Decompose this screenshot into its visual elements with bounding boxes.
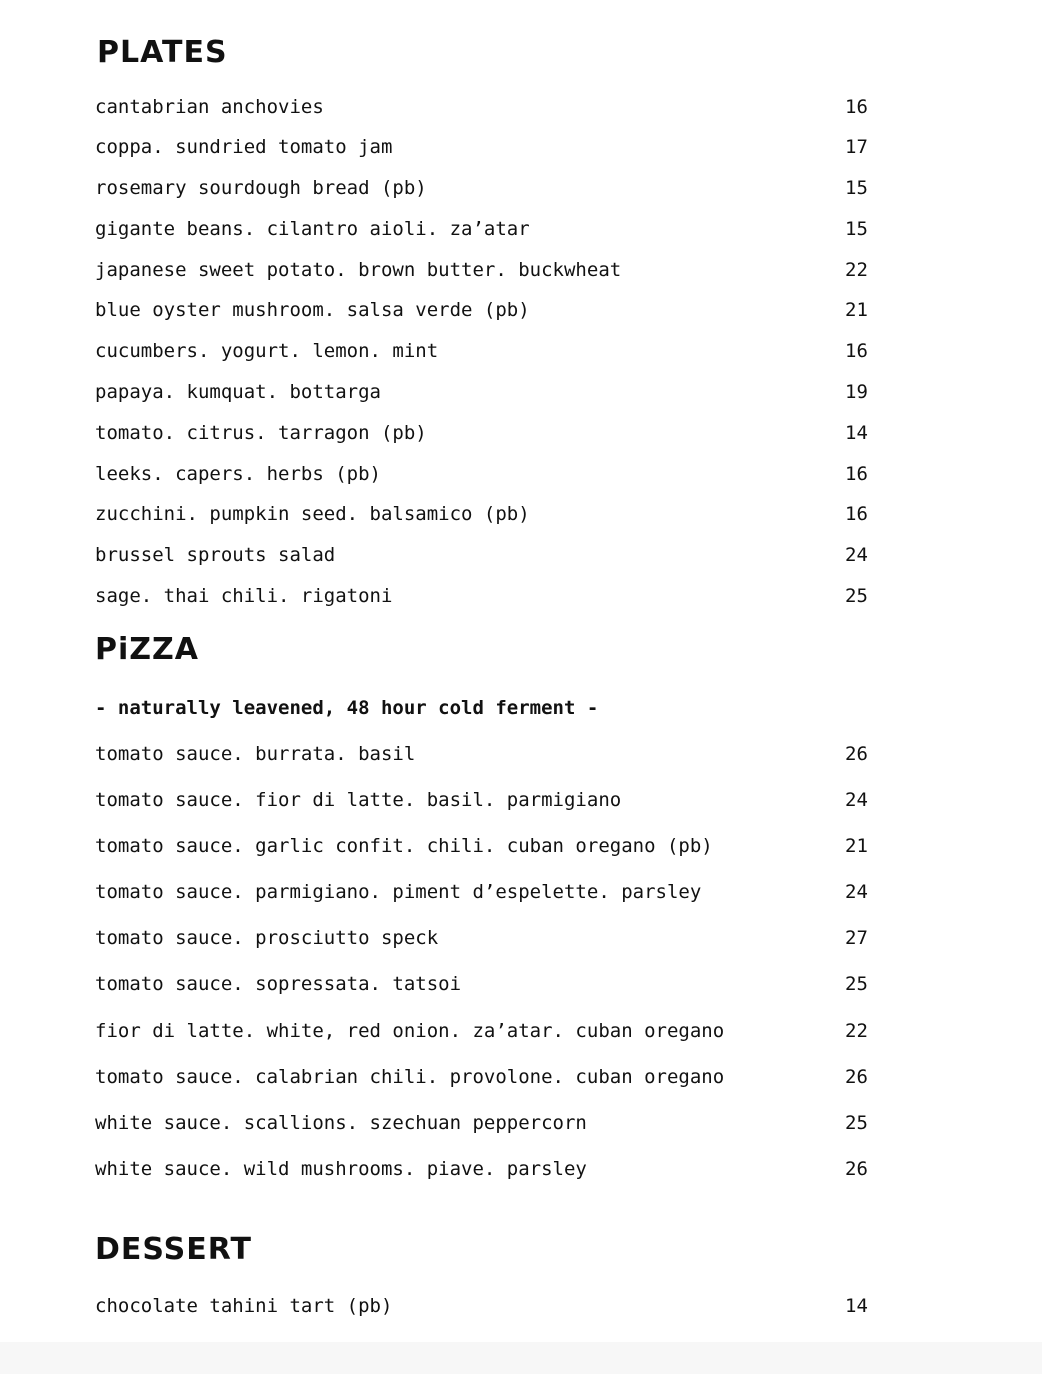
plates-list [95,96,895,626]
menu-item [95,341,895,363]
item-price: 27 [845,927,868,950]
item-name: cucumbers. yogurt. lemon. mint [95,340,439,363]
item-name: leeks. capers. herbs (pb) [95,462,381,485]
item-name: papaya. kumquat. bottarga [95,381,381,404]
menu-item [95,137,895,159]
item-name: chocolate tahini tart (pb) [95,1294,393,1317]
item-price: 25 [845,1112,868,1134]
item-name: tomato sauce. sopressata. tatsoi [95,973,462,996]
item-name: fior di latte. white, red onion. za’atar. cuban oregano [95,1019,725,1042]
page-bottom-band [0,1342,1042,1374]
item-price: 16 [845,340,868,363]
item-name: sage. thai chili. rigatoni [95,585,393,608]
item-price: 26 [845,1065,868,1088]
item-price: 21 [845,299,868,322]
item-price: 16 [845,503,868,526]
item-price: 25 [845,973,868,996]
item-price: 26 [845,742,868,765]
menu-item [95,1066,895,1088]
dessert-section-title: DESSERT [95,1232,252,1267]
menu-item [95,178,895,200]
menu-item [95,1159,895,1181]
item-name: rosemary sourdough bread (pb) [95,177,427,200]
menu-item [95,259,895,281]
menu-item [95,463,895,485]
plates-section-title: PLATES [97,35,228,70]
menu-item [95,835,895,857]
item-price: 15 [845,217,868,240]
item-name: tomato sauce. burrata. basil [95,742,416,765]
pizza-section-title: PiZZA [95,632,199,667]
item-name: white sauce. scallions. szechuan peppercorn [95,1112,587,1134]
item-name: gigante beans. cilantro aioli. za’atar [95,217,530,240]
menu-item [95,743,895,765]
item-name: coppa. sundried tomato jam [95,136,393,159]
item-name: tomato sauce. fior di latte. basil. parmigiano [95,788,622,811]
pizza-list [95,743,895,1205]
menu-item [95,300,895,322]
item-name: cantabrian anchovies [95,95,324,118]
menu-item [95,789,895,811]
item-name: tomato sauce. prosciutto speck [95,927,439,950]
menu-item [95,882,895,904]
item-price: 14 [845,1294,868,1317]
menu-item [95,382,895,404]
item-price: 25 [845,585,868,608]
item-price: 21 [845,834,868,857]
dessert-list [95,1295,895,1317]
menu-item [95,586,895,608]
item-name: tomato sauce. garlic confit. chili. cuban oregano (pb) [95,834,713,857]
item-name: white sauce. wild mushrooms. piave. parsley [95,1158,587,1181]
item-price: 14 [845,421,868,444]
item-price: 26 [845,1158,868,1181]
item-name: zucchini. pumpkin seed. balsamico (pb) [95,503,530,526]
item-price: 22 [845,258,868,281]
menu-item [95,974,895,996]
item-name: blue oyster mushroom. salsa verde (pb) [95,299,530,322]
item-price: 16 [845,95,868,118]
menu-item [95,504,895,526]
menu-item [95,1113,895,1135]
item-price: 24 [845,881,868,904]
item-name: tomato sauce. calabrian chili. provolone. cuban oregano [95,1065,725,1088]
menu-item [95,96,895,118]
item-price: 15 [845,177,868,200]
item-price: 17 [845,136,868,159]
item-price: 24 [845,788,868,811]
menu-item [95,545,895,567]
item-name: japanese sweet potato. brown butter. buckwheat [95,258,622,281]
item-name: tomato sauce. parmigiano. piment d’espelette. parsley [95,881,702,904]
menu-item [95,1020,895,1042]
item-name: brussel sprouts salad [95,544,336,567]
item-price: 22 [845,1019,868,1042]
menu-item [95,422,895,444]
menu-item [95,218,895,240]
item-price: 24 [845,544,868,567]
item-price: 16 [845,462,868,485]
item-name: tomato. citrus. tarragon (pb) [95,421,427,444]
item-price: 19 [845,381,868,404]
pizza-subtitle: - naturally leavened, 48 hour cold ferment - [95,697,599,719]
menu-item [95,1295,895,1317]
menu-item [95,928,895,950]
